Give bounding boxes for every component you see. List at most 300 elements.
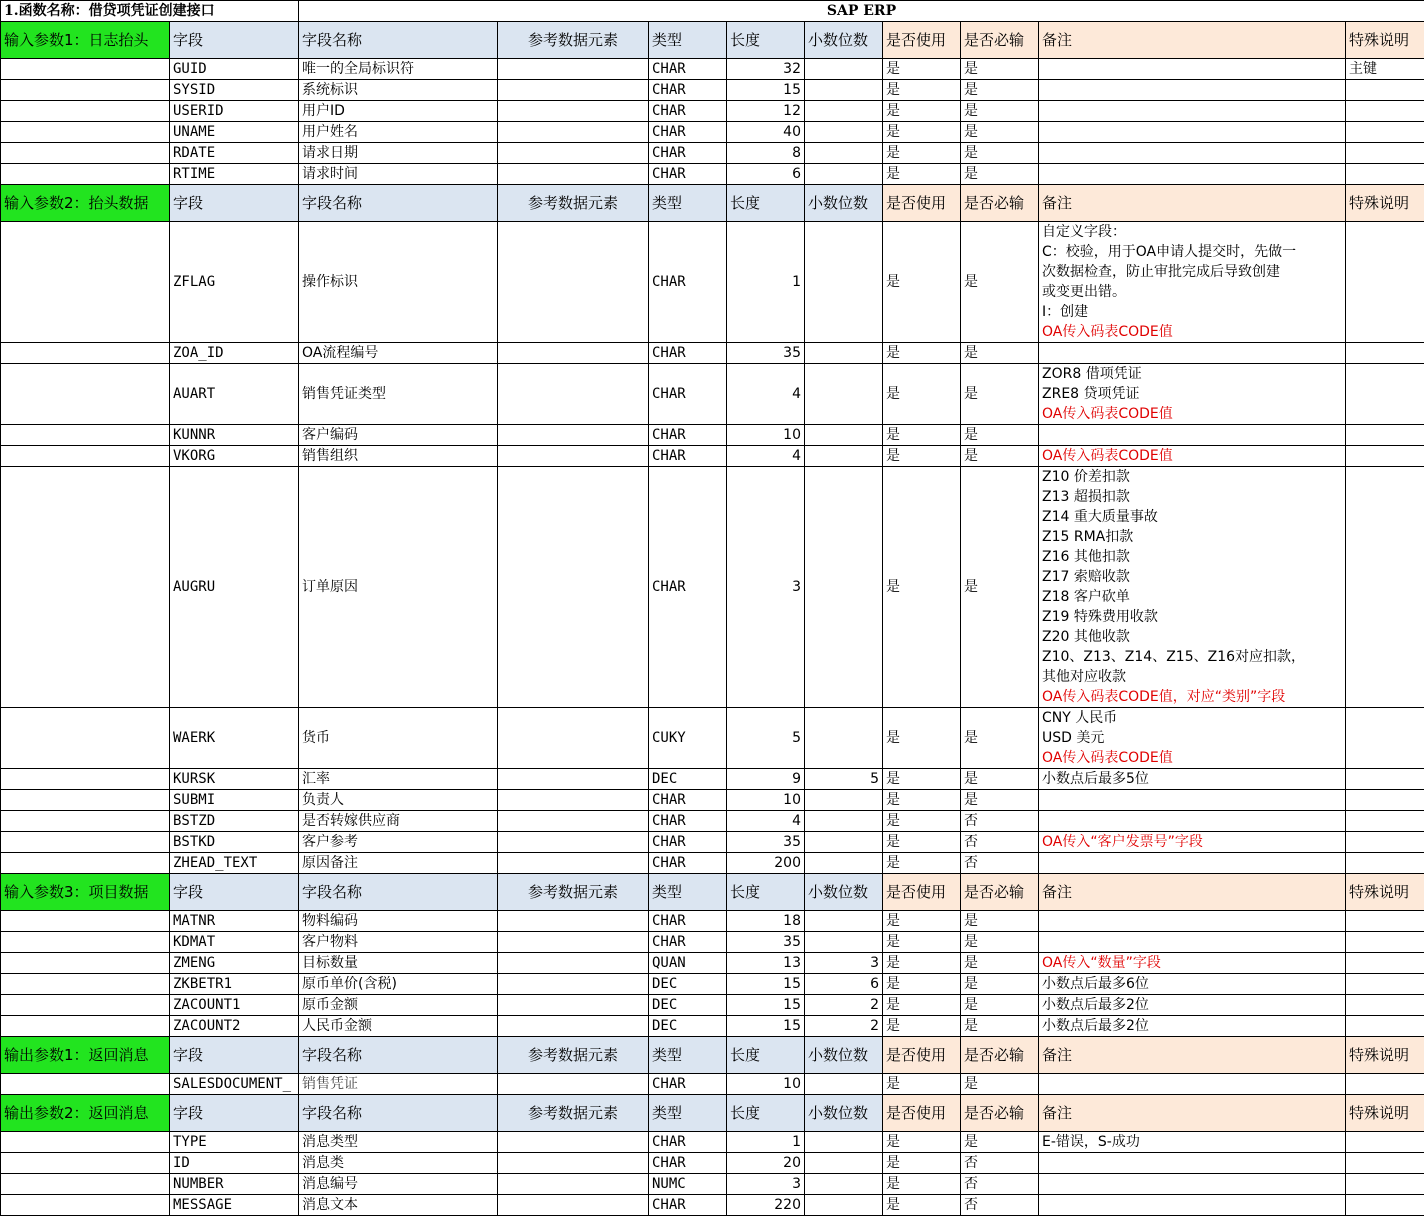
remark-line: OA传入码表CODE值 xyxy=(1042,404,1342,424)
special-note xyxy=(1346,974,1424,995)
special-note xyxy=(1346,1174,1424,1195)
column-header-special: 特殊说明 xyxy=(1346,874,1424,911)
remark-cell xyxy=(1039,59,1346,80)
decimals xyxy=(805,790,883,811)
remark-cell xyxy=(1039,932,1346,953)
data-type: CHAR xyxy=(649,832,727,853)
remark-line: 次数据检查，防止审批完成后导致创建 xyxy=(1042,262,1342,282)
data-type: QUAN xyxy=(649,953,727,974)
length: 4 xyxy=(727,811,805,832)
remark-cell xyxy=(1039,853,1346,874)
field-code: RDATE xyxy=(170,143,299,164)
table-row xyxy=(1,1132,1424,1153)
column-header-field: 字段 xyxy=(170,185,299,222)
ref-element xyxy=(498,364,649,425)
remark-line: Z15 RMA扣款 xyxy=(1042,527,1342,547)
column-header-type: 类型 xyxy=(649,874,727,911)
remark-line: OA传入码表CODE值 xyxy=(1042,748,1342,768)
field-code: ZKBETR1 xyxy=(170,974,299,995)
data-type: CHAR xyxy=(649,122,727,143)
empty-cell xyxy=(1,932,170,953)
ref-element xyxy=(498,1174,649,1195)
remark-line: 自定义字段： xyxy=(1042,222,1342,242)
remark-line: 小数点后最多2位 xyxy=(1042,995,1342,1015)
empty-cell xyxy=(1,995,170,1016)
table-row xyxy=(1,467,1424,708)
is-used: 是 xyxy=(883,222,961,343)
decimals xyxy=(805,446,883,467)
remark-cell xyxy=(1039,995,1346,1016)
remark-cell xyxy=(1039,790,1346,811)
column-header-note: 备注 xyxy=(1039,22,1346,59)
column-header-type: 类型 xyxy=(649,1037,727,1074)
remark-cell xyxy=(1039,122,1346,143)
empty-cell xyxy=(1,446,170,467)
length: 4 xyxy=(727,364,805,425)
data-type: NUMC xyxy=(649,1174,727,1195)
decimals xyxy=(805,364,883,425)
data-type: CHAR xyxy=(649,1153,727,1174)
is-required: 是 xyxy=(961,343,1039,364)
field-code: SUBMI xyxy=(170,790,299,811)
remark-line: CNY 人民币 xyxy=(1042,708,1342,728)
is-required: 是 xyxy=(961,974,1039,995)
length: 1 xyxy=(727,1132,805,1153)
ref-element xyxy=(498,425,649,446)
field-name: OA流程编号 xyxy=(299,343,498,364)
is-required: 否 xyxy=(961,1195,1039,1216)
table-row xyxy=(1,911,1424,932)
length: 9 xyxy=(727,769,805,790)
empty-cell xyxy=(1,343,170,364)
ref-element xyxy=(498,853,649,874)
field-name: 客户编码 xyxy=(299,425,498,446)
length: 220 xyxy=(727,1195,805,1216)
length: 200 xyxy=(727,853,805,874)
column-header-note: 备注 xyxy=(1039,1037,1346,1074)
is-used: 是 xyxy=(883,101,961,122)
ref-element xyxy=(498,1074,649,1095)
remark-line: OA传入码表CODE值 xyxy=(1042,322,1342,342)
ref-element xyxy=(498,222,649,343)
field-name: 客户物料 xyxy=(299,932,498,953)
field-code: NUMBER xyxy=(170,1174,299,1195)
is-required: 是 xyxy=(961,364,1039,425)
remark-cell xyxy=(1039,446,1346,467)
empty-cell xyxy=(1,59,170,80)
field-name: 目标数量 xyxy=(299,953,498,974)
special-note xyxy=(1346,708,1424,769)
field-code: WAERK xyxy=(170,708,299,769)
column-header-use: 是否使用 xyxy=(883,1095,961,1132)
ref-element xyxy=(498,143,649,164)
data-type: CHAR xyxy=(649,467,727,708)
table-row xyxy=(1,769,1424,790)
special-note xyxy=(1346,1132,1424,1153)
special-note xyxy=(1346,853,1424,874)
ref-element xyxy=(498,164,649,185)
column-header-name: 字段名称 xyxy=(299,185,498,222)
field-name: 原因备注 xyxy=(299,853,498,874)
table-row xyxy=(1,953,1424,974)
field-code: ZFLAG xyxy=(170,222,299,343)
remark-line: I：创建 xyxy=(1042,302,1342,322)
empty-cell xyxy=(1,1074,170,1095)
ref-element xyxy=(498,974,649,995)
is-required: 是 xyxy=(961,995,1039,1016)
field-code: ZACOUNT1 xyxy=(170,995,299,1016)
column-header-len: 长度 xyxy=(727,1095,805,1132)
field-name: 用户姓名 xyxy=(299,122,498,143)
data-type: CHAR xyxy=(649,1195,727,1216)
section-label: 输出参数1：返回消息 xyxy=(1,1037,170,1074)
remark-cell xyxy=(1039,80,1346,101)
length: 5 xyxy=(727,708,805,769)
length: 1 xyxy=(727,222,805,343)
special-note xyxy=(1346,995,1424,1016)
column-header-type: 类型 xyxy=(649,22,727,59)
remark-cell xyxy=(1039,164,1346,185)
data-type: CHAR xyxy=(649,425,727,446)
length: 8 xyxy=(727,143,805,164)
special-note xyxy=(1346,811,1424,832)
is-used: 是 xyxy=(883,1153,961,1174)
table-row xyxy=(1,59,1424,80)
special-note xyxy=(1346,364,1424,425)
is-required: 否 xyxy=(961,853,1039,874)
length: 4 xyxy=(727,446,805,467)
remark-line: USD 美元 xyxy=(1042,728,1342,748)
remark-cell xyxy=(1039,911,1346,932)
empty-cell xyxy=(1,467,170,708)
field-code: AUART xyxy=(170,364,299,425)
is-used: 是 xyxy=(883,446,961,467)
section-header-row xyxy=(1,874,1424,911)
special-note xyxy=(1346,932,1424,953)
decimals xyxy=(805,80,883,101)
remark-line: 或变更出错。 xyxy=(1042,282,1342,302)
field-code: KUNNR xyxy=(170,425,299,446)
title-row xyxy=(1,1,1424,22)
table-row xyxy=(1,1074,1424,1095)
decimals xyxy=(805,222,883,343)
field-code: AUGRU xyxy=(170,467,299,708)
decimals xyxy=(805,853,883,874)
remark-cell xyxy=(1039,222,1346,343)
empty-cell xyxy=(1,122,170,143)
field-name: 是否转嫁供应商 xyxy=(299,811,498,832)
remark-cell xyxy=(1039,364,1346,425)
remark-cell xyxy=(1039,1016,1346,1037)
table-row xyxy=(1,995,1424,1016)
data-type: CUKY xyxy=(649,708,727,769)
decimals xyxy=(805,911,883,932)
decimals xyxy=(805,164,883,185)
data-type: CHAR xyxy=(649,222,727,343)
length: 6 xyxy=(727,164,805,185)
column-header-note: 备注 xyxy=(1039,1095,1346,1132)
decimals xyxy=(805,1153,883,1174)
field-name: 消息文本 xyxy=(299,1195,498,1216)
special-note: 主键 xyxy=(1346,59,1424,80)
ref-element xyxy=(498,1132,649,1153)
is-used: 是 xyxy=(883,911,961,932)
field-code: MESSAGE xyxy=(170,1195,299,1216)
special-note xyxy=(1346,164,1424,185)
empty-cell xyxy=(1,1174,170,1195)
column-header-name: 字段名称 xyxy=(299,1037,498,1074)
table-row xyxy=(1,364,1424,425)
empty-cell xyxy=(1,164,170,185)
table-row xyxy=(1,446,1424,467)
is-used: 是 xyxy=(883,143,961,164)
field-code: KURSK xyxy=(170,769,299,790)
ref-element xyxy=(498,122,649,143)
table-row xyxy=(1,101,1424,122)
remark-cell xyxy=(1039,101,1346,122)
decimals xyxy=(805,143,883,164)
table-row xyxy=(1,932,1424,953)
column-header-req: 是否必输 xyxy=(961,1095,1039,1132)
column-header-use: 是否使用 xyxy=(883,185,961,222)
column-header-field: 字段 xyxy=(170,1037,299,1074)
column-header-use: 是否使用 xyxy=(883,1037,961,1074)
empty-cell xyxy=(1,974,170,995)
empty-cell xyxy=(1,1016,170,1037)
is-used: 是 xyxy=(883,1195,961,1216)
field-name: 用户ID xyxy=(299,101,498,122)
special-note xyxy=(1346,953,1424,974)
section-header-row xyxy=(1,1037,1424,1074)
special-note xyxy=(1346,101,1424,122)
special-note xyxy=(1346,1016,1424,1037)
ref-element xyxy=(498,769,649,790)
field-name: 负责人 xyxy=(299,790,498,811)
remark-line: E-错误，S-成功 xyxy=(1042,1132,1342,1152)
is-used: 是 xyxy=(883,995,961,1016)
decimals: 2 xyxy=(805,995,883,1016)
remark-line: OA传入“数量”字段 xyxy=(1042,953,1342,973)
remark-cell xyxy=(1039,1153,1346,1174)
field-name: 请求日期 xyxy=(299,143,498,164)
field-name: 销售组织 xyxy=(299,446,498,467)
remark-line: Z10、Z13、Z14、Z15、Z16对应扣款， xyxy=(1042,647,1342,667)
remark-cell xyxy=(1039,1174,1346,1195)
empty-cell xyxy=(1,953,170,974)
is-used: 是 xyxy=(883,853,961,874)
remark-cell xyxy=(1039,1074,1346,1095)
table-row xyxy=(1,425,1424,446)
empty-cell xyxy=(1,769,170,790)
length: 40 xyxy=(727,122,805,143)
special-note xyxy=(1346,1153,1424,1174)
column-header-req: 是否必输 xyxy=(961,22,1039,59)
ref-element xyxy=(498,467,649,708)
ref-element xyxy=(498,101,649,122)
is-used: 是 xyxy=(883,164,961,185)
is-required: 是 xyxy=(961,1016,1039,1037)
field-name: 订单原因 xyxy=(299,467,498,708)
table-row xyxy=(1,811,1424,832)
special-note xyxy=(1346,1074,1424,1095)
length: 18 xyxy=(727,911,805,932)
remark-cell xyxy=(1039,832,1346,853)
column-header-len: 长度 xyxy=(727,185,805,222)
remark-cell xyxy=(1039,467,1346,708)
is-used: 是 xyxy=(883,932,961,953)
column-header-ref: 参考数据元素 xyxy=(498,185,649,222)
is-required: 是 xyxy=(961,446,1039,467)
column-header-field: 字段 xyxy=(170,874,299,911)
field-name: 消息类型 xyxy=(299,1132,498,1153)
special-note xyxy=(1346,80,1424,101)
data-type: CHAR xyxy=(649,446,727,467)
data-type: CHAR xyxy=(649,59,727,80)
data-type: CHAR xyxy=(649,143,727,164)
special-note xyxy=(1346,911,1424,932)
special-note xyxy=(1346,446,1424,467)
table-row xyxy=(1,1016,1424,1037)
is-used: 是 xyxy=(883,59,961,80)
remark-line: OA传入“客户发票号”字段 xyxy=(1042,832,1342,852)
field-code: SALESDOCUMENT_ xyxy=(170,1074,299,1095)
table-row xyxy=(1,708,1424,769)
length: 15 xyxy=(727,1016,805,1037)
length: 35 xyxy=(727,832,805,853)
is-required: 是 xyxy=(961,164,1039,185)
column-header-use: 是否使用 xyxy=(883,22,961,59)
empty-cell xyxy=(1,1153,170,1174)
empty-cell xyxy=(1,425,170,446)
ref-element xyxy=(498,911,649,932)
decimals xyxy=(805,59,883,80)
is-used: 是 xyxy=(883,1016,961,1037)
ref-element xyxy=(498,1195,649,1216)
remark-line: 小数点后最多2位 xyxy=(1042,1016,1342,1036)
decimals xyxy=(805,1132,883,1153)
remark-line: 小数点后最多6位 xyxy=(1042,974,1342,994)
length: 15 xyxy=(727,995,805,1016)
section-label: 输入参数3：项目数据 xyxy=(1,874,170,911)
ref-element xyxy=(498,59,649,80)
special-note xyxy=(1346,425,1424,446)
ref-element xyxy=(498,995,649,1016)
column-header-field: 字段 xyxy=(170,22,299,59)
column-header-special: 特殊说明 xyxy=(1346,185,1424,222)
field-name: 客户参考 xyxy=(299,832,498,853)
table-row xyxy=(1,343,1424,364)
field-code: USERID xyxy=(170,101,299,122)
is-required: 是 xyxy=(961,953,1039,974)
remark-line: Z18 客户砍单 xyxy=(1042,587,1342,607)
remark-line: Z20 其他收款 xyxy=(1042,627,1342,647)
column-header-req: 是否必输 xyxy=(961,1037,1039,1074)
is-used: 是 xyxy=(883,122,961,143)
decimals xyxy=(805,708,883,769)
remark-cell xyxy=(1039,425,1346,446)
decimals xyxy=(805,1195,883,1216)
remark-line: Z14 重大质量事故 xyxy=(1042,507,1342,527)
remark-cell xyxy=(1039,974,1346,995)
data-type: CHAR xyxy=(649,790,727,811)
field-name: 请求时间 xyxy=(299,164,498,185)
column-header-type: 类型 xyxy=(649,185,727,222)
field-code: KDMAT xyxy=(170,932,299,953)
field-code: TYPE xyxy=(170,1132,299,1153)
field-name: 原币金额 xyxy=(299,995,498,1016)
is-used: 是 xyxy=(883,343,961,364)
ref-element xyxy=(498,832,649,853)
field-name: 消息类 xyxy=(299,1153,498,1174)
data-type: CHAR xyxy=(649,101,727,122)
ref-element xyxy=(498,953,649,974)
ref-element xyxy=(498,1016,649,1037)
data-type: CHAR xyxy=(649,343,727,364)
empty-cell xyxy=(1,853,170,874)
field-code: MATNR xyxy=(170,911,299,932)
is-required: 是 xyxy=(961,143,1039,164)
length: 32 xyxy=(727,59,805,80)
data-type: CHAR xyxy=(649,164,727,185)
data-type: DEC xyxy=(649,1016,727,1037)
section-header-row xyxy=(1,1095,1424,1132)
system-name: SAP ERP xyxy=(299,1,1424,22)
is-required: 是 xyxy=(961,790,1039,811)
field-name: 系统标识 xyxy=(299,80,498,101)
table-row xyxy=(1,853,1424,874)
length: 35 xyxy=(727,343,805,364)
column-header-name: 字段名称 xyxy=(299,874,498,911)
field-name: 汇率 xyxy=(299,769,498,790)
empty-cell xyxy=(1,1132,170,1153)
ref-element xyxy=(498,446,649,467)
remark-cell xyxy=(1039,953,1346,974)
data-type: DEC xyxy=(649,974,727,995)
column-header-dec: 小数位数 xyxy=(805,185,883,222)
field-name: 唯一的全局标识符 xyxy=(299,59,498,80)
section-label: 输出参数2：返回消息 xyxy=(1,1095,170,1132)
remark-line: Z16 其他扣款 xyxy=(1042,547,1342,567)
remark-line: Z17 索赔收款 xyxy=(1042,567,1342,587)
column-header-special: 特殊说明 xyxy=(1346,1037,1424,1074)
remark-line: Z19 特殊费用收款 xyxy=(1042,607,1342,627)
empty-cell xyxy=(1,80,170,101)
column-header-dec: 小数位数 xyxy=(805,1037,883,1074)
is-used: 是 xyxy=(883,974,961,995)
remark-cell xyxy=(1039,143,1346,164)
column-header-req: 是否必输 xyxy=(961,874,1039,911)
column-header-ref: 参考数据元素 xyxy=(498,874,649,911)
column-header-dec: 小数位数 xyxy=(805,874,883,911)
decimals xyxy=(805,932,883,953)
data-type: CHAR xyxy=(649,932,727,953)
length: 10 xyxy=(727,790,805,811)
field-name: 原币单价(含税) xyxy=(299,974,498,995)
column-header-note: 备注 xyxy=(1039,185,1346,222)
is-required: 否 xyxy=(961,832,1039,853)
data-type: CHAR xyxy=(649,853,727,874)
remark-line: ZRE8 贷项凭证 xyxy=(1042,384,1342,404)
section-header-row xyxy=(1,185,1424,222)
column-header-len: 长度 xyxy=(727,1037,805,1074)
is-used: 是 xyxy=(883,1132,961,1153)
ref-element xyxy=(498,80,649,101)
field-name: 消息编号 xyxy=(299,1174,498,1195)
decimals xyxy=(805,425,883,446)
empty-cell xyxy=(1,790,170,811)
decimals: 2 xyxy=(805,1016,883,1037)
table-row xyxy=(1,974,1424,995)
